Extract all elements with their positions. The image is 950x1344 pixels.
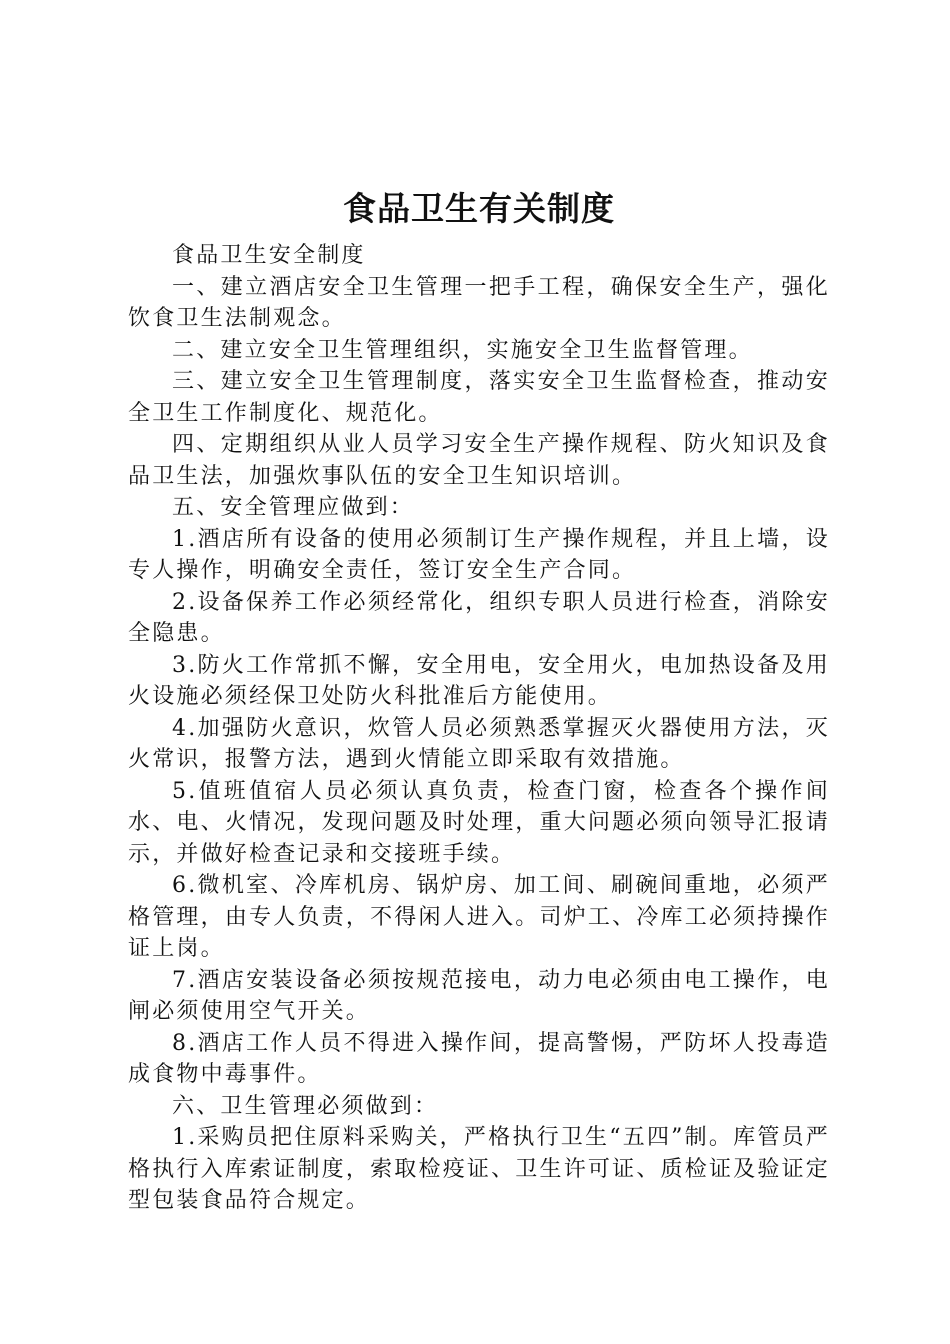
- paragraph-item-4: 四、定期组织从业人员学习安全生产操作规程、防火知识及食品卫生法，加强炊事队伍的安全卫生知识培训。: [128, 432, 830, 489]
- document-page: [128, 186, 830, 1217]
- paragraph-safety-6: 6.微机室、冷库机房、锅炉房、加工间、刷碗间重地，必须严格管理，由专人负责，不得闲人进入。司炉工、冷库工必须持操作证上岗。: [128, 873, 830, 961]
- paragraph-subtitle: 食品卫生安全制度: [172, 243, 366, 268]
- paragraph-item-6-heading: 六、卫生管理必须做到：: [172, 1093, 439, 1119]
- paragraph-item-1: 一、建立酒店安全卫生管理一把手工程，确保安全生产，强化饮食卫生法制观念。: [128, 274, 830, 331]
- paragraph-safety-8: 8.酒店工作人员不得进入操作间，提高警惕，严防坏人投毒造成食物中毒事件。: [128, 1030, 830, 1087]
- paragraph-hygiene-1: 1.采购员把住原料采购关，严格执行卫生“五四”制。库管员严格执行入库索证制度，索取检疫证、卫生许可证、质检证及验证定型包装食品符合规定。: [128, 1125, 830, 1213]
- paragraph-item-5-heading: 五、安全管理应做到：: [172, 495, 415, 520]
- paragraph-safety-3: 3.防火工作常抓不懈，安全用电，安全用火，电加热设备及用火设施必须经保卫处防火科批准后方能使用。: [128, 652, 830, 709]
- paragraph-safety-7: 7.酒店安装设备必须按规范接电，动力电必须由电工操作，电闸必须使用空气开关。: [128, 967, 830, 1024]
- document-title: 食品卫生有关制度: [343, 189, 615, 228]
- paragraph-safety-5: 5.值班值宿人员必须认真负责，检查门窗，检查各个操作间水、电、火情况，发现问题及时处理，重大问题必须向领导汇报请示，并做好检查记录和交接班手续。: [128, 778, 830, 867]
- paragraph-safety-1: 1.酒店所有设备的使用必须制订生产操作规程，并且上墙，设专人操作，明确安全责任，签订安全生产合同。: [128, 526, 830, 583]
- paragraph-safety-4: 4.加强防火意识，炊管人员必须熟悉掌握灭火器使用方法，灭火常识，报警方法，遇到火情能立即采取有效措施。: [128, 715, 830, 772]
- paragraph-item-2: 二、建立安全卫生管理组织，实施安全卫生监督管理。: [172, 337, 753, 363]
- paragraph-safety-2: 2.设备保养工作必须经常化，组织专职人员进行检查，消除安全隐患。: [128, 589, 830, 646]
- paragraph-item-3: 三、建立安全卫生管理制度，落实安全卫生监督检查，推动安全卫生工作制度化、规范化。: [128, 369, 830, 426]
